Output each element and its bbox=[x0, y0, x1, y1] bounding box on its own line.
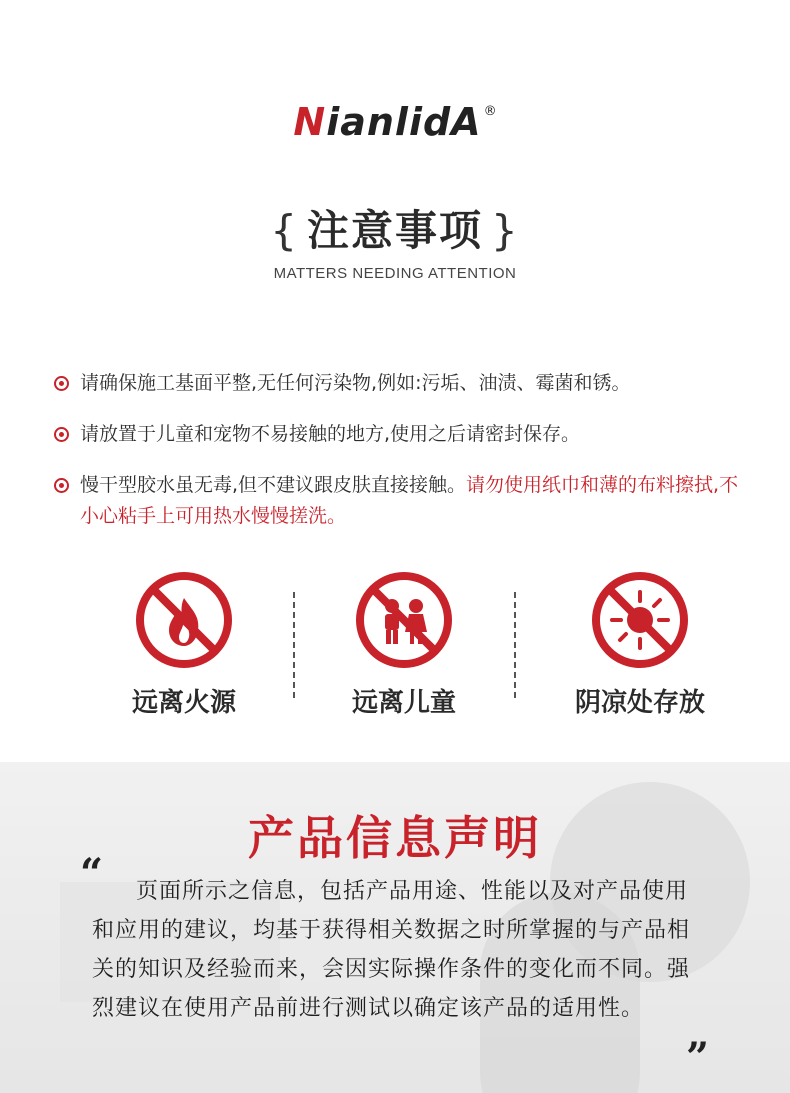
no-sun-icon bbox=[590, 570, 690, 670]
page-title-text: 注意事项 bbox=[306, 206, 483, 255]
close-quote-icon: ” bbox=[686, 1034, 710, 1081]
note-item bbox=[52, 419, 752, 450]
divider bbox=[514, 592, 516, 698]
divider bbox=[293, 592, 295, 698]
page-title bbox=[0, 198, 790, 258]
open-quote-icon: “ bbox=[80, 850, 104, 897]
note-item bbox=[52, 470, 752, 532]
logo-first-letter: N bbox=[293, 100, 327, 144]
warning-icons-row bbox=[0, 570, 790, 720]
page-subtitle: MATTERS NEEDING ATTENTION bbox=[273, 265, 517, 282]
warning-fire bbox=[84, 570, 284, 719]
logo-wordmark bbox=[293, 100, 481, 144]
note-text: 请放置于儿童和宠物不易接触的地方,使用之后请密封保存。 bbox=[80, 423, 581, 445]
note-text: 请确保施工基面平整,无任何污染物,例如:污垢、油渍、霉菌和锈。 bbox=[80, 372, 631, 394]
logo-rest: ianlidA bbox=[326, 100, 482, 144]
bullet-icon bbox=[54, 427, 69, 442]
icon-label: 远离儿童 bbox=[351, 688, 456, 718]
note-warning-text: 请勿使用纸巾和薄的布料擦拭,不小心粘手上可用热水慢慢搓洗。 bbox=[80, 474, 739, 527]
declaration-text: 页面所示之信息，包括产品用途、性能以及对产品使用和应用的建议，均基于获得相关数据之时所掌握的与产品相关的知识及经验而来，会因实际操作条件的变化而不同。强烈建议在使用产品前进行测试以确定该产品的适用性。 bbox=[92, 879, 691, 1021]
warning-children bbox=[304, 570, 504, 719]
brand-logo bbox=[0, 100, 790, 144]
declaration-section bbox=[0, 762, 790, 1093]
note-item bbox=[52, 368, 752, 399]
no-fire-icon bbox=[134, 570, 234, 670]
warning-sun bbox=[540, 570, 740, 719]
bullet-icon bbox=[54, 478, 69, 493]
brace-left: { bbox=[270, 206, 299, 255]
registered-mark: ® bbox=[483, 104, 497, 119]
icon-label: 阴凉处存放 bbox=[574, 688, 705, 718]
bullet-icon bbox=[54, 376, 69, 391]
brace-right: } bbox=[491, 206, 520, 255]
notes-list bbox=[52, 368, 752, 552]
icon-label: 远离火源 bbox=[131, 688, 236, 718]
declaration-title: 产品信息声明 bbox=[248, 811, 542, 865]
no-children-icon bbox=[354, 570, 454, 670]
note-text: 慢干型胶水虽无毒,但不建议跟皮肤直接接触。 bbox=[80, 474, 467, 496]
